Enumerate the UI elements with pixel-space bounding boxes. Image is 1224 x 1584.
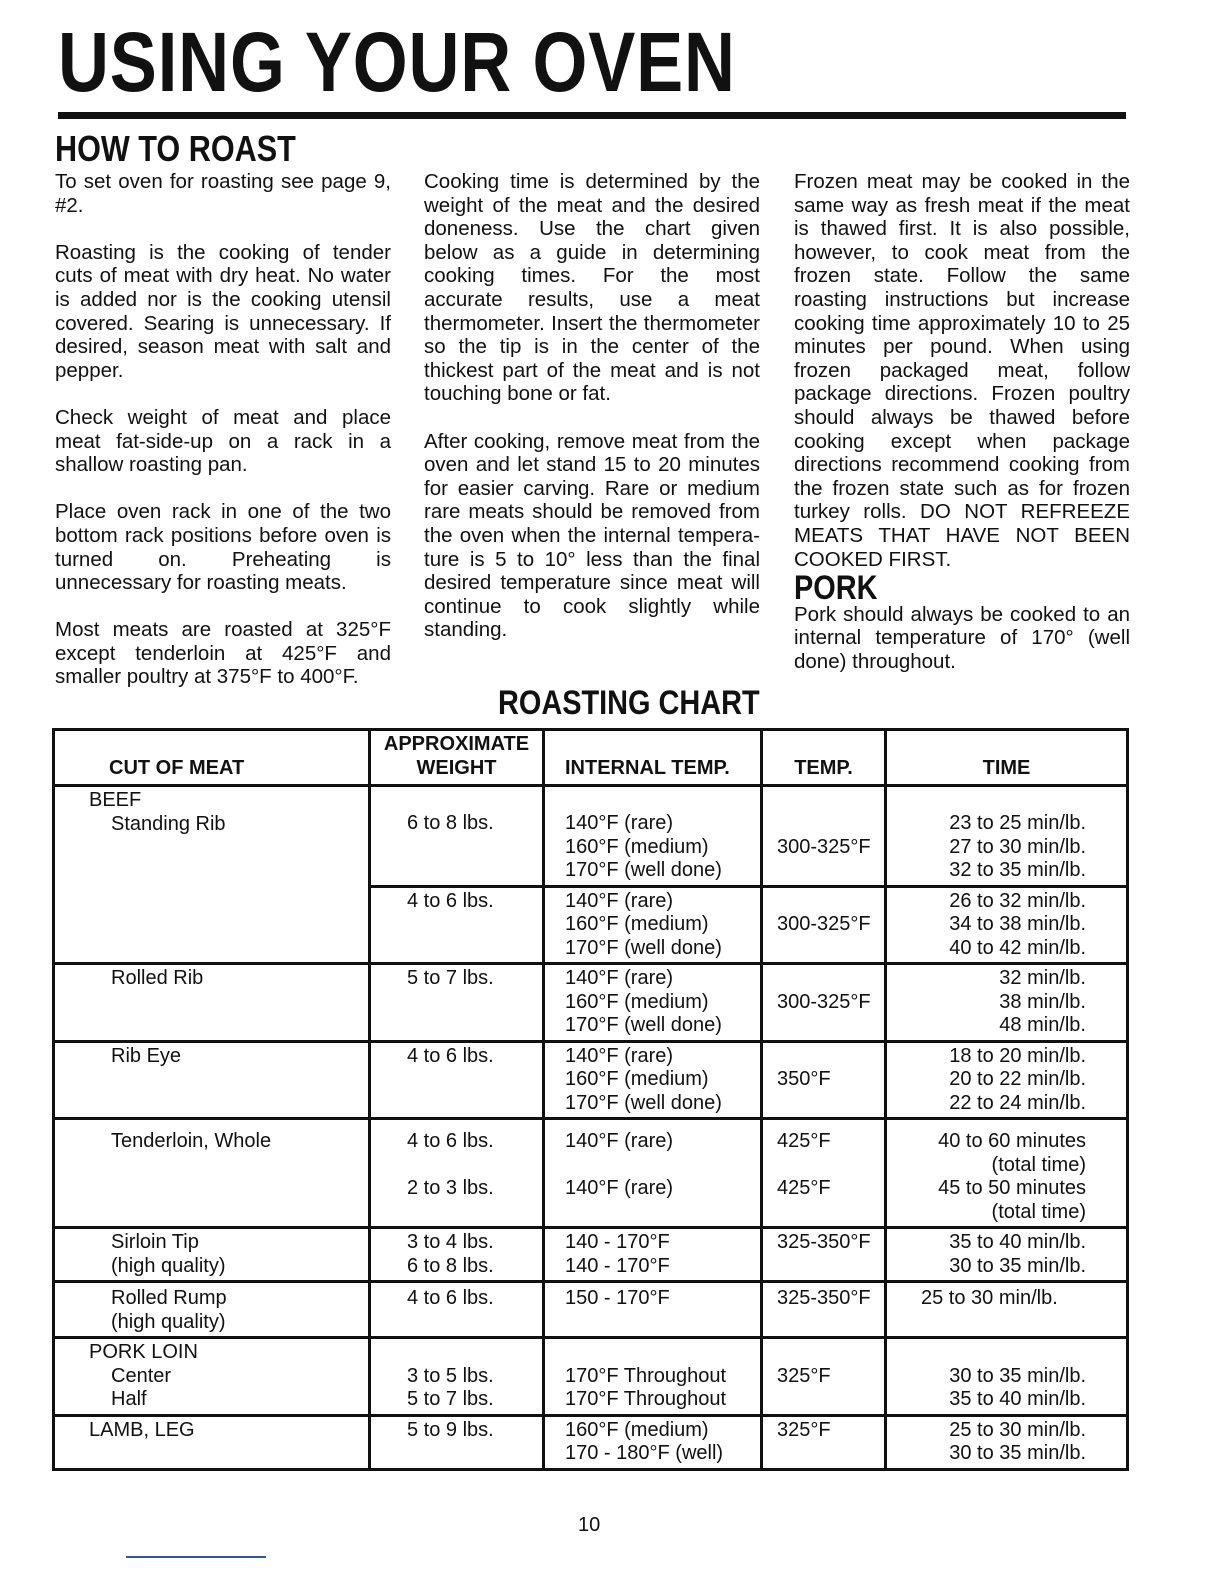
- paragraph: Most meats are roasted at 325°F except tenderloin at 425°F and smaller poultry at 375°F to 400°F.: [55, 618, 391, 689]
- internal-temp-cell: 140°F (rare) 160°F (medium) 170°F (well done): [544, 964, 762, 1042]
- internal-temp-cell: 170°F Throughout 170°F Throughout: [544, 1338, 762, 1416]
- time-cell: 18 to 20 min/lb. 20 to 22 min/lb. 22 to 24 min/lb.: [886, 1041, 1128, 1119]
- cut-cell: BEEF Standing Rib: [54, 786, 370, 964]
- table-row: [54, 1228, 1128, 1282]
- cut-cell: Sirloin Tip (high quality): [54, 1228, 370, 1282]
- time-cell: 40 to 60 minutes (total time) 45 to 50 minutes (total time): [886, 1119, 1128, 1228]
- weight-cell: 5 to 9 lbs.: [370, 1415, 544, 1469]
- weight-cell: 3 to 5 lbs. 5 to 7 lbs.: [370, 1338, 544, 1416]
- pork-heading: PORK: [794, 569, 878, 608]
- chart-title: ROASTING CHART: [498, 684, 760, 722]
- oven-temp-cell: 300-325°F: [762, 786, 886, 887]
- page-number: 10: [578, 1514, 601, 1536]
- paragraph: After cooking, remove meat from the oven and let stand 15 to 20 minutes for easier carving. Rare or medium rare meats should be removed from the oven when the internal tempera-ture is 5 to 10° less than the final desired temperature since meat will continue to cook slightly while standing.: [424, 429, 760, 642]
- oven-temp-cell: 325-350°F: [762, 1228, 886, 1282]
- header-temp: TEMP.: [762, 730, 886, 786]
- header-time: TIME: [886, 730, 1128, 786]
- table-row: [54, 1041, 1128, 1119]
- paragraph: Check weight of meat and place meat fat-side-up on a rack in a shallow roasting pan.: [55, 405, 391, 477]
- time-cell: 32 min/lb. 38 min/lb. 48 min/lb.: [886, 964, 1128, 1042]
- oven-temp-cell: 325°F: [762, 1415, 886, 1469]
- oven-temp-cell: 325-350°F: [762, 1282, 886, 1338]
- weight-cell: 4 to 6 lbs.: [370, 886, 544, 964]
- internal-temp-cell: 140°F (rare) 160°F (medium) 170°F (well done): [544, 1041, 762, 1119]
- roasting-chart-table: [52, 728, 1129, 1471]
- footer-rule: [126, 1556, 266, 1558]
- internal-temp-cell: 140 - 170°F 140 - 170°F: [544, 1228, 762, 1282]
- internal-temp-cell: 140°F (rare) 160°F (medium) 170°F (well done): [544, 786, 762, 887]
- cut-cell: Rolled Rump (high quality): [54, 1282, 370, 1338]
- section-heading: HOW TO ROAST: [55, 128, 296, 169]
- header-internal-temp: INTERNAL TEMP.: [544, 730, 762, 786]
- table-row: [54, 1338, 1128, 1416]
- weight-cell: 3 to 4 lbs. 6 to 8 lbs.: [370, 1228, 544, 1282]
- oven-temp-cell: 350°F: [762, 1041, 886, 1119]
- table-row: [54, 1119, 1128, 1228]
- paragraph: Place oven rack in one of the two bottom rack positions before oven is turned on. Preheating is unnecessary for roasting meats.: [55, 500, 391, 595]
- table-row: [54, 964, 1128, 1042]
- cut-cell: PORK LOIN Center Half: [54, 1338, 370, 1416]
- paragraph: To set oven for roasting see page 9, #2.: [55, 170, 391, 217]
- time-cell: 35 to 40 min/lb. 30 to 35 min/lb.: [886, 1228, 1128, 1282]
- weight-cell: 4 to 6 lbs.: [370, 1282, 544, 1338]
- time-cell: 25 to 30 min/lb.: [886, 1282, 1128, 1338]
- time-cell: 30 to 35 min/lb. 35 to 40 min/lb.: [886, 1338, 1128, 1416]
- weight-cell: 5 to 7 lbs.: [370, 964, 544, 1042]
- table-header-row: [54, 730, 1128, 786]
- paragraph: Roasting is the cooking of tender cuts of meat with dry heat. No water is added nor is the cooking utensil covered. Searing is unnecessary. If desired, season meat with salt and pepper.: [55, 240, 391, 382]
- internal-temp-cell: 150 - 170°F: [544, 1282, 762, 1338]
- weight-cell: 4 to 6 lbs. 2 to 3 lbs.: [370, 1119, 544, 1228]
- cut-cell: Rib Eye: [54, 1041, 370, 1119]
- cut-cell: Tenderloin, Whole: [54, 1119, 370, 1228]
- frozen-meat-paragraph: Frozen meat may be cooked in the same way as fresh meat if the meat is thawed first. It is also possible, however, to cook meat from the frozen state. Follow the same roasting instructions but increase cooking time approximately 10 to 25 minutes per pound. When using frozen packaged meat, follow package directions. Frozen poultry should always be thawed before cooking except when package directions recommend cooking from the frozen state such as for frozen turkey rolls. DO NOT REFREEZE MEATS THAT HAVE NOT BEEN COOKED FIRST.: [794, 170, 1130, 571]
- oven-temp-cell: 300-325°F: [762, 886, 886, 964]
- oven-temp-cell: 325°F: [762, 1338, 886, 1416]
- right-text-column: [794, 170, 1130, 697]
- middle-text-column: [424, 170, 760, 665]
- table-row: [54, 786, 1128, 887]
- time-cell: 23 to 25 min/lb. 27 to 30 min/lb. 32 to 35 min/lb.: [886, 786, 1128, 887]
- internal-temp-cell: 140°F (rare) 160°F (medium) 170°F (well done): [544, 886, 762, 964]
- time-cell: 26 to 32 min/lb. 34 to 38 min/lb. 40 to 42 min/lb.: [886, 886, 1128, 964]
- oven-temp-cell: 425°F 425°F: [762, 1119, 886, 1228]
- cut-cell: Rolled Rib: [54, 964, 370, 1042]
- page-title: USING YOUR OVEN: [58, 15, 736, 109]
- time-cell: 25 to 30 min/lb. 30 to 35 min/lb.: [886, 1415, 1128, 1469]
- internal-temp-cell: 160°F (medium) 170 - 180°F (well): [544, 1415, 762, 1469]
- weight-cell: 4 to 6 lbs.: [370, 1041, 544, 1119]
- internal-temp-cell: 140°F (rare) 140°F (rare): [544, 1119, 762, 1228]
- header-cut: CUT OF MEAT: [54, 730, 370, 786]
- pork-paragraph: Pork should always be cooked to an internal temperature of 170° (well done) throughout.: [794, 602, 1130, 673]
- table-row: [54, 1282, 1128, 1338]
- paragraph: Cooking time is determined by the weight of the meat and the desired doneness. Use the chart given below as a guide in determining cooking times. For the most accurate results, use a meat thermometer. Insert the thermometer so the tip is in the center of the thickest part of the meat and is not touching bone or fat.: [424, 170, 760, 406]
- table-row: [54, 1415, 1128, 1469]
- cut-cell: LAMB, LEG: [54, 1415, 370, 1469]
- weight-cell: 6 to 8 lbs.: [370, 786, 544, 887]
- oven-temp-cell: 300-325°F: [762, 964, 886, 1042]
- header-weight: APPROXIMATE WEIGHT: [370, 730, 544, 786]
- title-rule: [58, 112, 1126, 119]
- left-text-column: [55, 170, 391, 713]
